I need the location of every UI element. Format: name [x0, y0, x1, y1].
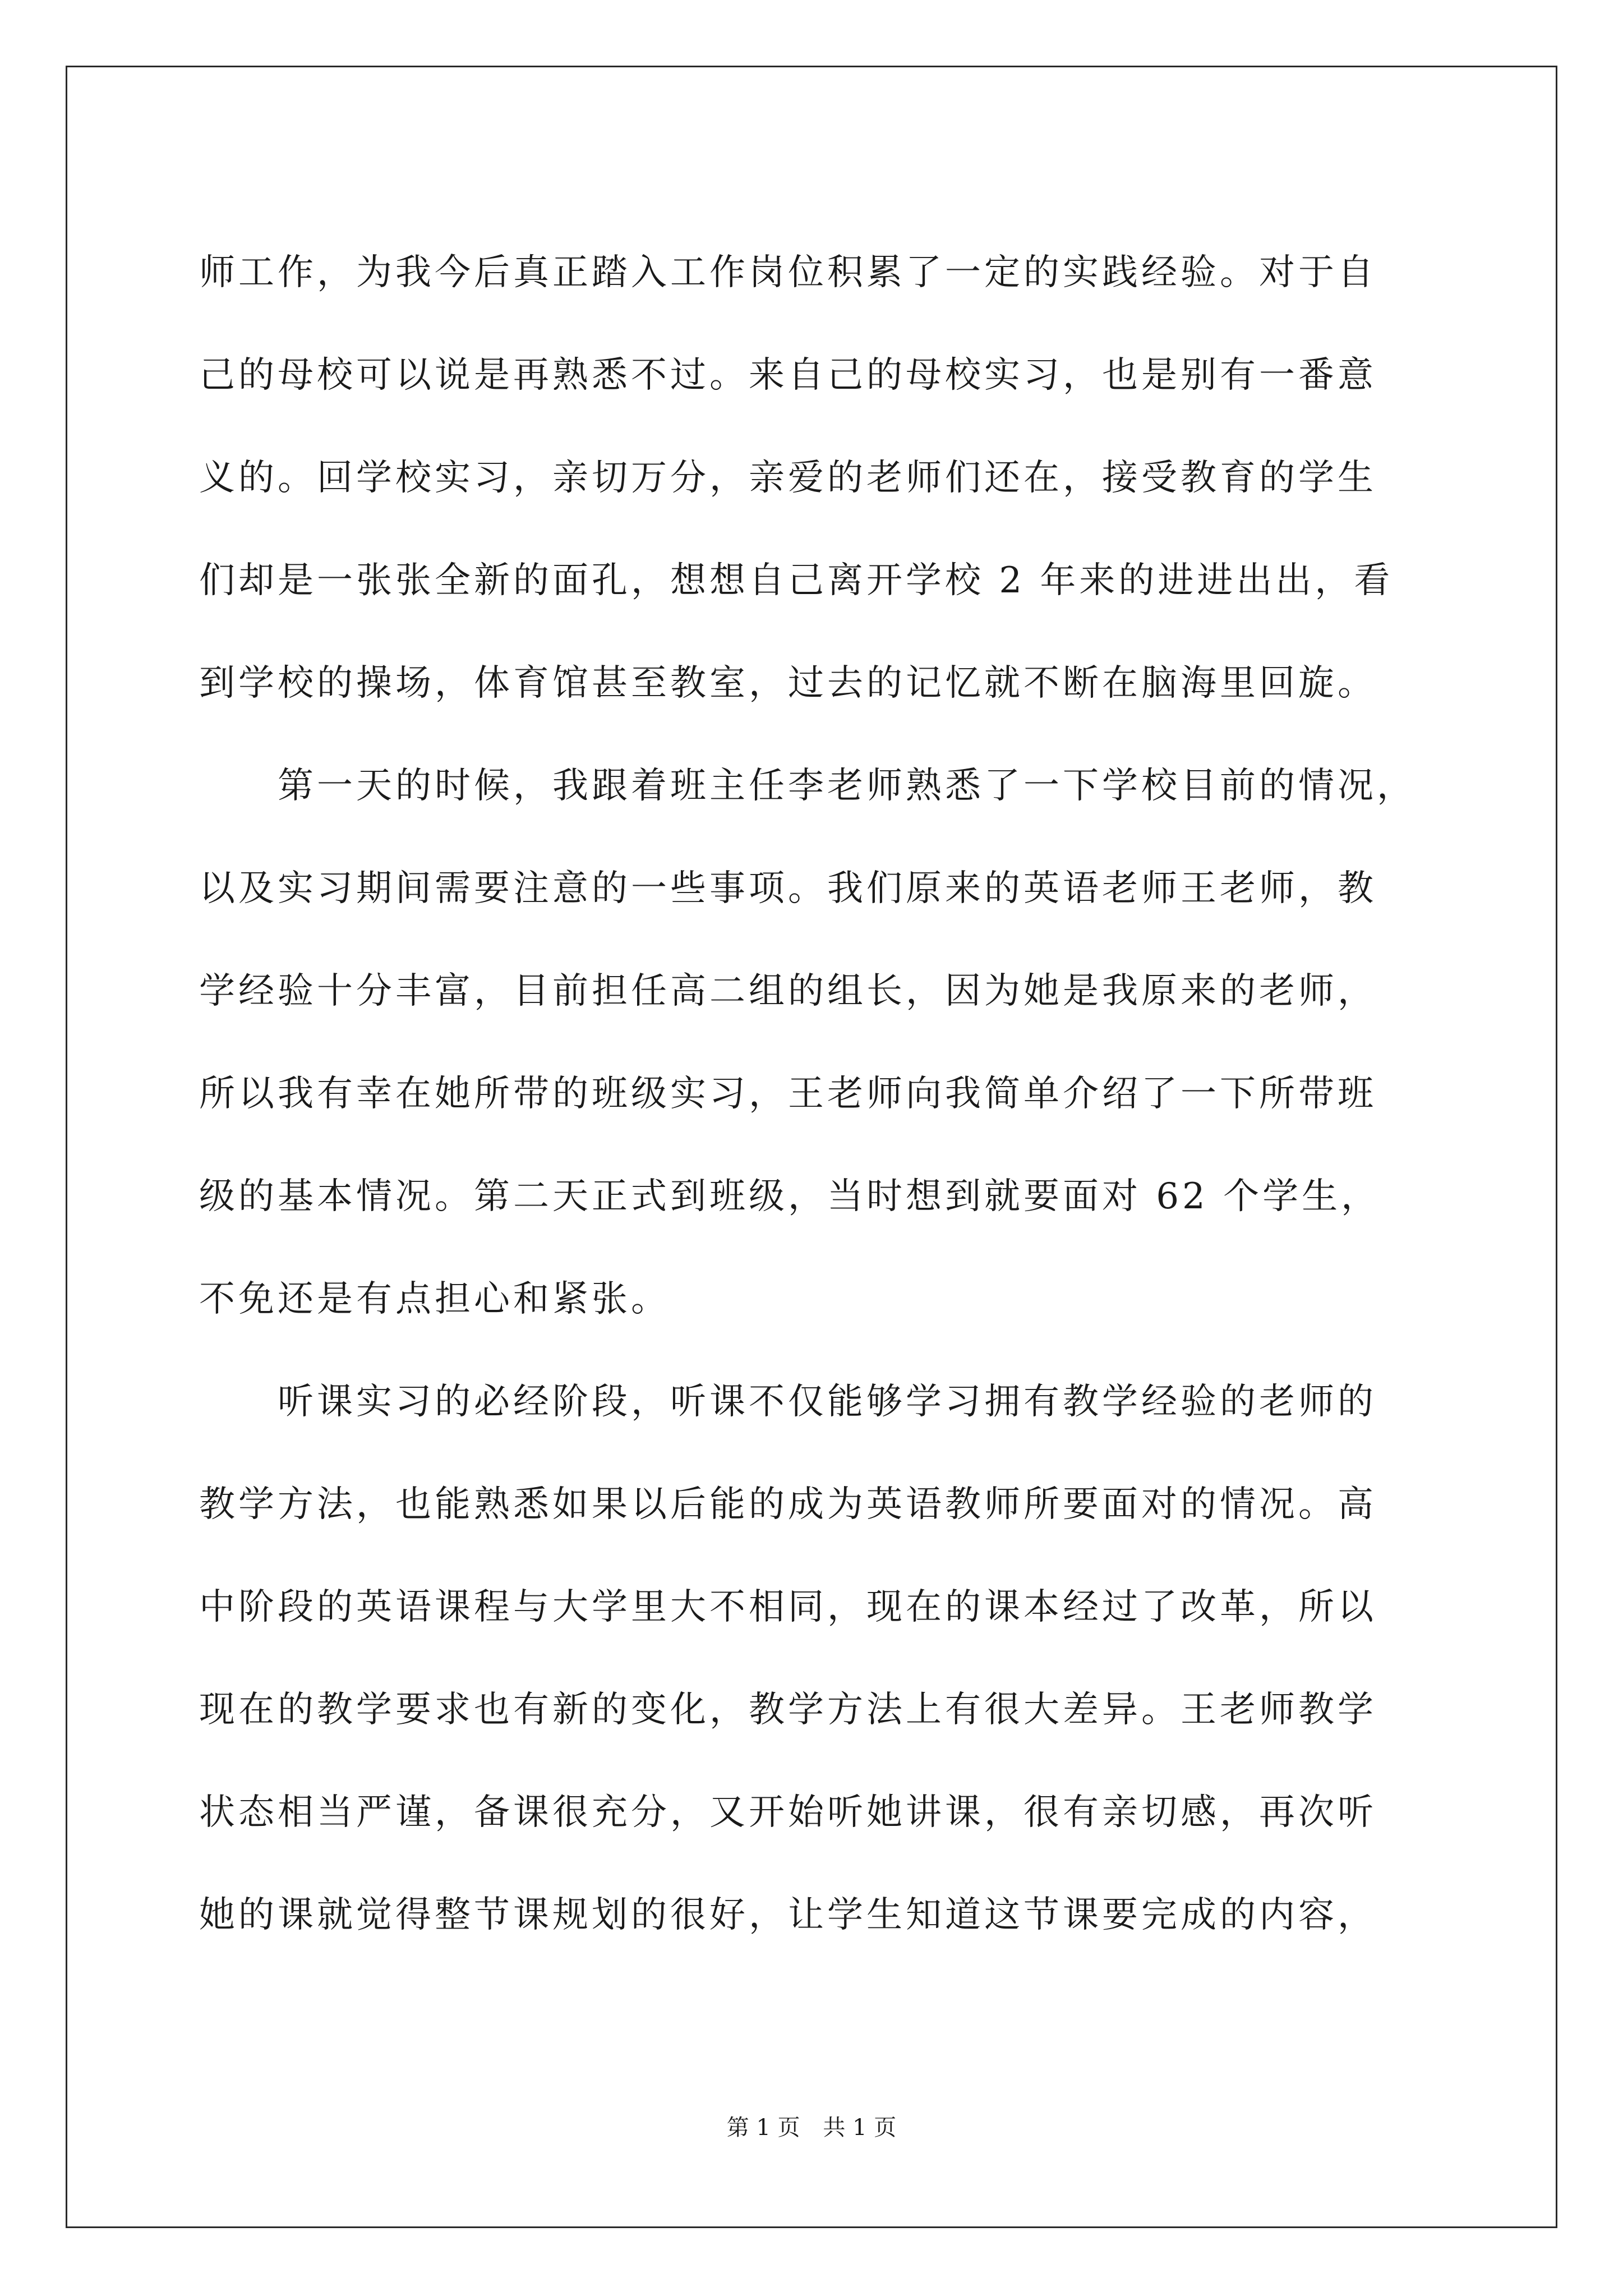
text-line: 不免还是有点担心和紧张。 — [199, 1278, 670, 1320]
paragraph-first-line: 听课实习的必经阶段，听课不仅能够学习拥有教学经验的老师的 — [278, 1381, 1377, 1423]
page-footer — [0, 2114, 1623, 2142]
text-line: 以及实习期间需要注意的一些事项。我们原来的英语老师王老师，教 — [199, 868, 1377, 909]
text-line: 师工作，为我今后真正踏入工作岗位积累了一定的实践经验。对于自 — [199, 252, 1377, 293]
text-line: 到学校的操场，体育馆甚至教室，过去的记忆就不断在脑海里回旋。 — [199, 662, 1377, 704]
page-total: 共 1 页 — [823, 2115, 897, 2141]
text-line: 现在的教学要求也有新的变化，教学方法上有很大差异。王老师教学 — [199, 1689, 1377, 1731]
text-line: 她的课就觉得整节课规划的很好，让学生知道这节课要完成的内容， — [199, 1894, 1377, 1936]
page-number: 第 1 页 — [726, 2115, 800, 2141]
text-line: 们却是一张张全新的面孔，想想自己离开学校 2 年来的进进出出，看 — [199, 560, 1394, 601]
text-line: 教学方法，也能熟悉如果以后能的成为英语教师所要面对的情况。高 — [199, 1484, 1377, 1525]
text-line: 状态相当严谨，备课很充分，又开始听她讲课，很有亲切感，再次听 — [199, 1792, 1377, 1833]
text-line: 己的母校可以说是再熟悉不过。来自己的母校实习，也是别有一番意 — [199, 355, 1377, 396]
text-line: 级的基本情况。第二天正式到班级，当时想到就要面对 62 个学生， — [199, 1176, 1381, 1217]
text-line: 所以我有幸在她所带的班级实习，王老师向我简单介绍了一下所带班 — [199, 1073, 1377, 1115]
document-body — [199, 222, 1433, 1967]
paragraph-first-line: 第一天的时候，我跟着班主任李老师熟悉了一下学校目前的情况， — [278, 765, 1416, 807]
text-line: 义的。回学校实习，亲切万分，亲爱的老师们还在，接受教育的学生 — [199, 457, 1377, 499]
text-line: 中阶段的英语课程与大学里大不相同，现在的课本经过了改革，所以 — [199, 1586, 1377, 1628]
text-line: 学经验十分丰富，目前担任高二组的组长，因为她是我原来的老师， — [199, 970, 1377, 1012]
